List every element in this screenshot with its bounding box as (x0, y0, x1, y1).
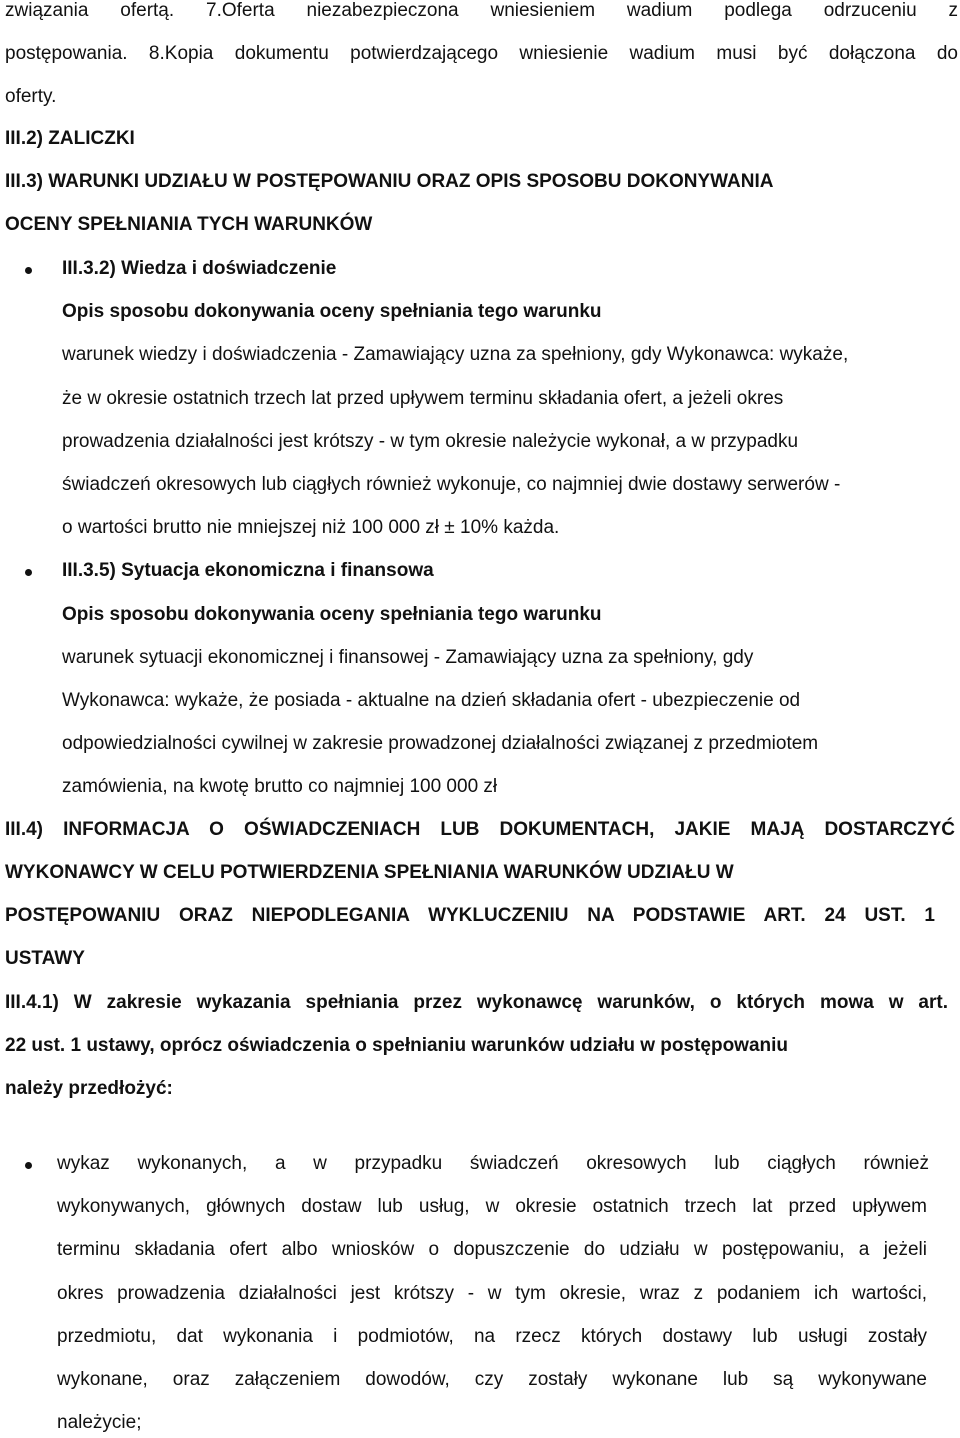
item-3-3-5-text-line-3: odpowiedzialności cywilnej w zakresie prowadzonej działalności związanej z przedmiotem (62, 733, 819, 754)
item-3-3-2-title: III.3.2) Wiedza i doświadczenie (62, 258, 337, 279)
section-3-2-heading: III.2) ZALICZKI (5, 128, 135, 149)
list-item-line-1: wykaz wykonanych, a w przypadku świadczeń okresowych lub ciągłych również (57, 1153, 929, 1174)
item-3-3-5-title: III.3.5) Sytuacja ekonomiczna i finansowa (62, 560, 434, 581)
intro-line-3: oferty. (5, 86, 57, 107)
bullet-icon (25, 1162, 32, 1169)
section-3-3-heading-line-2: OCENY SPEŁNIANIA TYCH WARUNKÓW (5, 214, 373, 235)
section-3-3-heading-line-1: III.3) WARUNKI UDZIAŁU W POSTĘPOWANIU ORAZ OPIS SPOSOBU DOKONYWANIA (5, 171, 774, 192)
item-3-3-5-text-line-4: zamówienia, na kwotę brutto co najmniej 100 000 zł (62, 776, 498, 797)
item-3-3-2-text-line-2: że w okresie ostatnich trzech lat przed upływem terminu składania ofert, a jeżeli okres (62, 388, 784, 409)
section-3-4-heading-line-3: POSTĘPOWANIU ORAZ NIEPODLEGANIA WYKLUCZENIU NA PODSTAWIE ART. 24 UST. 1 (5, 905, 935, 926)
list-item-line-6: wykonane, oraz załączeniem dowodów, czy zostały wykonane lub są wykonywane (57, 1369, 927, 1390)
item-3-3-2-text-line-1: warunek wiedzy i doświadczenia - Zamawiający uzna za spełniony, gdy Wykonawca: wykaże, (62, 344, 849, 365)
item-3-3-2-subtitle: Opis sposobu dokonywania oceny spełniania tego warunku (62, 301, 602, 322)
item-3-3-2-text-line-5: o wartości brutto nie mniejszej niż 100 000 zł ± 10% każda. (62, 517, 560, 538)
bullet-icon (25, 569, 32, 576)
section-3-4-1-heading-line-3: należy przedłożyć: (5, 1078, 173, 1099)
list-item-line-3: terminu składania ofert albo wniosków o dopuszczenie do udziału w postępowaniu, a jeżeli (57, 1239, 927, 1260)
section-3-4-1-heading-line-1: III.4.1) W zakresie wykazania spełniania przez wykonawcę warunków, o których mowa w art. (5, 992, 948, 1013)
intro-line-2: postępowania. 8.Kopia dokumentu potwierdzającego wniesienie wadium musi być dołączona do (5, 43, 958, 64)
item-3-3-2-text-line-3: prowadzenia działalności jest krótszy - w tym okresie należycie wykonał, a w przypadku (62, 431, 799, 452)
item-3-3-2-text-line-4: świadczeń okresowych lub ciągłych również wykonuje, co najmniej dwie dostawy serwerów - (62, 474, 841, 495)
section-3-4-heading-line-1: III.4) INFORMACJA O OŚWIADCZENIACH LUB DOKUMENTACH, JAKIE MAJĄ DOSTARCZYĆ (5, 819, 955, 840)
section-3-4-heading-line-4: USTAWY (5, 948, 85, 969)
list-item-line-4: okres prowadzenia działalności jest krótszy - w tym okresie, wraz z podaniem ich wartości, (57, 1283, 927, 1304)
section-3-4-1-heading-line-2: 22 ust. 1 ustawy, oprócz oświadczenia o spełnianiu warunków udziału w postępowaniu (5, 1035, 789, 1056)
list-item-line-5: przedmiotu, dat wykonania i podmiotów, na rzecz których dostawy lub usługi zostały (57, 1326, 927, 1347)
intro-line-1: związania ofertą. 7.Oferta niezabezpieczona wniesieniem wadium podlega odrzuceniu z (5, 0, 958, 21)
item-3-3-5-subtitle: Opis sposobu dokonywania oceny spełniania tego warunku (62, 604, 602, 625)
bullet-icon (25, 267, 32, 274)
section-3-4-heading-line-2: WYKONAWCY W CELU POTWIERDZENIA SPEŁNIANIA WARUNKÓW UDZIAŁU W (5, 862, 734, 883)
list-item-line-2: wykonywanych, głównych dostaw lub usług, w okresie ostatnich trzech lat przed upływem (57, 1196, 927, 1217)
list-item-line-7: należycie; (57, 1412, 142, 1433)
item-3-3-5-text-line-1: warunek sytuacji ekonomicznej i finansowej - Zamawiający uzna za spełniony, gdy (62, 647, 754, 668)
item-3-3-5-text-line-2: Wykonawca: wykaże, że posiada - aktualne na dzień składania ofert - ubezpieczenie od (62, 690, 801, 711)
